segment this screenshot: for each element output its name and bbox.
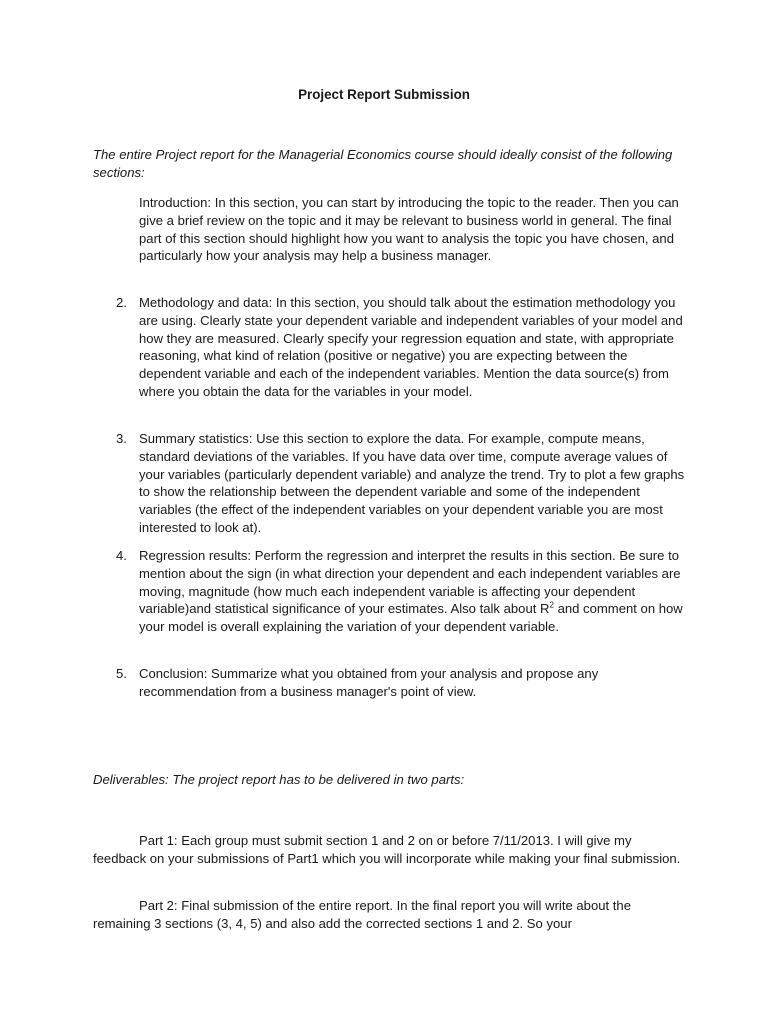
part-1-paragraph <box>47 832 683 868</box>
section-number-2: 2. <box>116 295 127 310</box>
deliverables-heading: Deliverables: The project report has to be delivered in two parts: <box>93 772 465 787</box>
section-methodology: Methodology and data: In this section, you should talk about the estimation methodology you are using. Clearly state your dependent variable and independent variables of your model and how they are measured. Clearly specify your regression equation and state, with appropriate reasoning, what kind of relation (positive or negative) you are expecting between the dependent variable and each of the independent variables. Mention the data source(s) from where you obtain the data for the variables in your model. <box>139 295 683 399</box>
section-number-3: 3. <box>116 431 127 446</box>
section-number-5: 5. <box>116 666 127 681</box>
part-2-paragraph <box>47 897 683 933</box>
part-1-text: Each group must submit section 1 and 2 on or before 7/11/2013. I will give my feedback on your submissions of Part1 which you will incorporate while making your final submission. <box>93 833 681 866</box>
section-summary-statistics: Summary statistics: Use this section to explore the data. For example, compute means, standard deviations of the variables. If you have data over time, compute average values of your variables (particularly dependent variable) and analyze the trend. Try to plot a few graphs to show the relationship between the dependent variable and some of the independent variables (the effect of the independent variables on your dependent variable you are most interested to look at). <box>139 431 685 535</box>
section-number-4: 4. <box>116 548 127 563</box>
page-title: Project Report Submission <box>298 87 470 102</box>
part-2 <box>93 897 683 933</box>
regression-text-part-2: and comment on how your model is overall explaining the variation of your dependent variable. <box>139 601 683 635</box>
section-regression-results <box>139 547 689 636</box>
r-squared-exponent: 2 <box>549 601 554 611</box>
intro-paragraph: The entire Project report for the Managerial Economics course should ideally consist of the following sections: <box>93 147 673 180</box>
part-2-label: Part 2: <box>139 898 178 913</box>
part-1-label: Part 1: <box>139 833 178 848</box>
section-conclusion: Conclusion: Summarize what you obtained from your analysis and propose any recommendation from a business manager's point of view. <box>139 666 599 699</box>
section-introduction: Introduction: In this section, you can start by introducing the topic to the reader. Then you can give a brief review on the topic and it may be relevant to business world in general. The final part of this section should highlight how you want to analysis the topic you have chosen, and particularly how your analysis may help a business manager. <box>139 195 679 264</box>
part-1 <box>93 832 683 868</box>
part-2-text: Final submission of the entire report. In the final report you will write about the remaining 3 sections (3, 4, 5) and also add the corrected sections 1 and 2. So your <box>93 898 631 931</box>
regression-text-part-1: Regression results: Perform the regression and interpret the results in this section. Be sure to mention about the sign (in what direction your dependent and each independent variables are moving, magnitude (how much each independent variable is affecting your dependent variable)and statistical significance of your estimates. Also talk about R <box>139 548 681 617</box>
